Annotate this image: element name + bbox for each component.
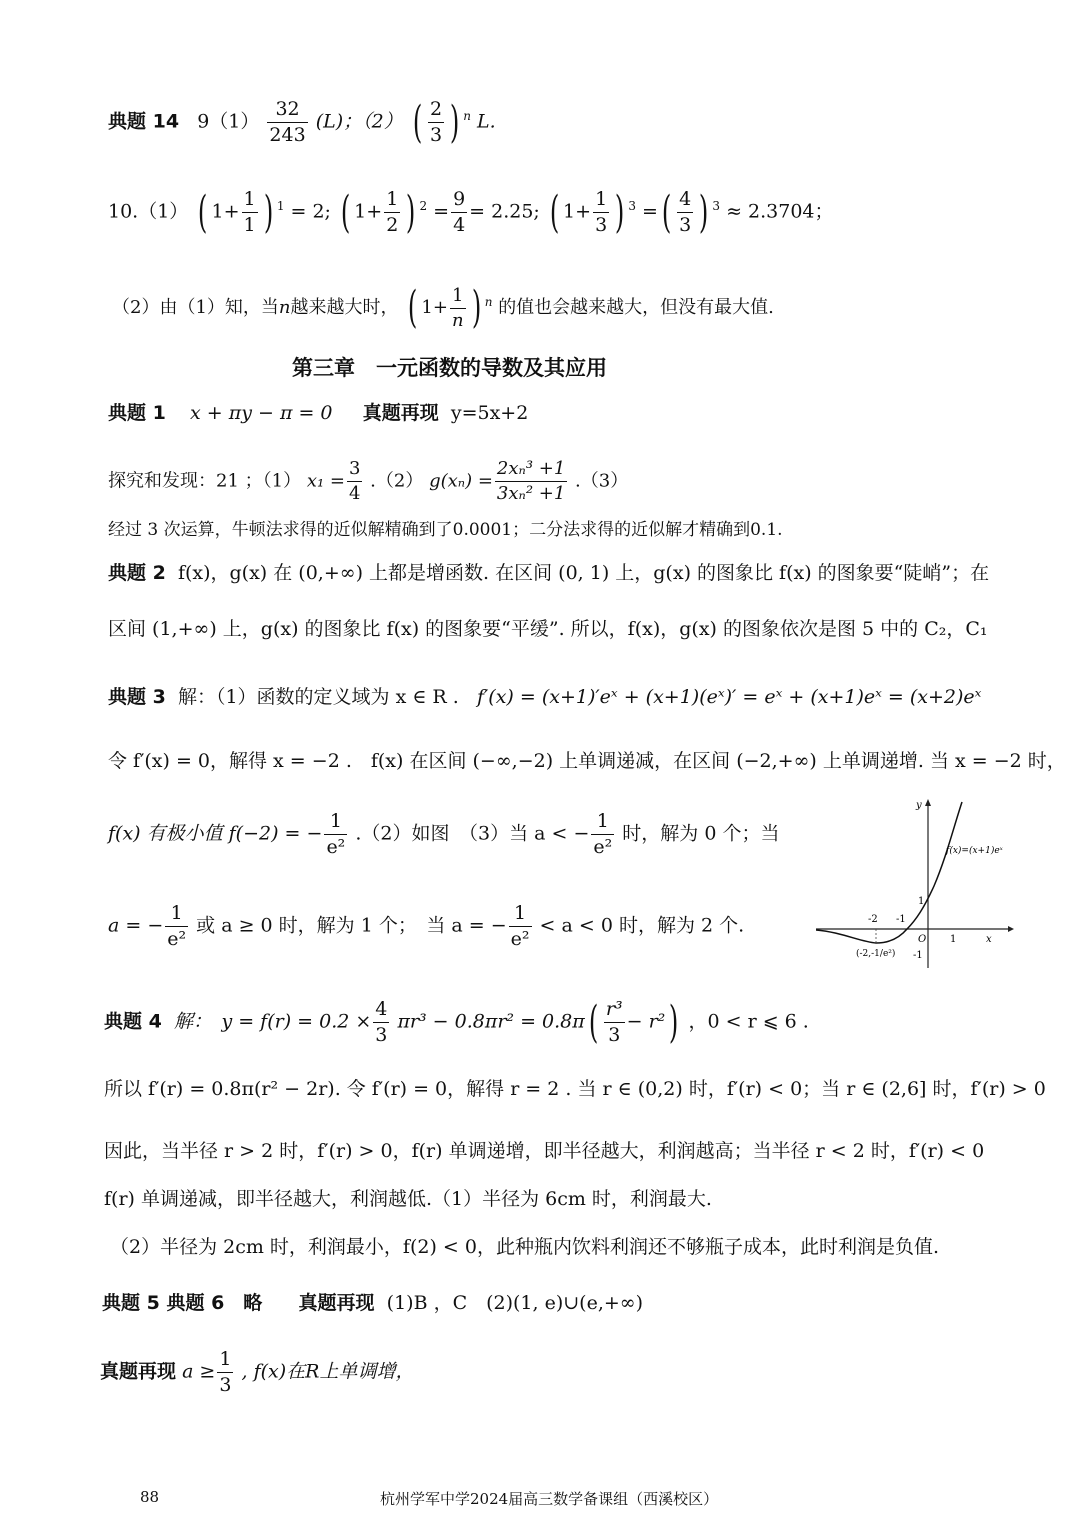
answer-3-line3: f(x) 有极小值 f(−2) = − $\frac{1}{\text{e²}}$ .（2）如图 （3）当 a < − $\frac{1}{\text{e²}}$ 时，解为 0 个；当 xyxy=(108,810,780,858)
tick-x-neg2: -2 xyxy=(868,914,878,925)
tick-x-neg1: -1 xyxy=(896,914,906,925)
footer-school: 杭州学军中学2024届高三数学备课组（西溪校区） xyxy=(380,1490,719,1508)
answer-2-line2: 区间 (1,+∞) 上，g(x) 的图象比 f(x) 的图象要“平缓”. 所以，f(x)，g(x) 的图象依次是图 5 中的 C₂，C₁ xyxy=(108,618,988,640)
answer-4-line4: f(r) 单调递减，即半径越大，利润越低.（1）半径为 6cm 时，利润最大. xyxy=(104,1188,712,1210)
origin-label: O xyxy=(918,934,927,945)
tick-y-neg1: -1 xyxy=(913,950,923,961)
answer-10-part2: （2）由（1）知，当n越来越大时， ( 1+ $\frac{1}{n}$ ) $^n$ 的值也会越来越大，但没有最大值. xyxy=(112,282,774,333)
newton-note: 经过 3 次运算，牛顿法求得的近似解精确到了0.0001；二分法求得的近似解才精确到0.1. xyxy=(108,520,783,540)
answer-10-part1: 10.（1） ( 1+ $\frac{1}{1}$ ) $^1$ = 2; ( 1+ $\frac{1}{2}$ ) $^2$ = $\frac{9}{4}$ = 2.25; ( 1+ $\frac{1}{3}$ ) $^3$ =( $\frac{4}{3}$ ) $^3$ ≈ 2.3704； xyxy=(108,186,834,238)
answer-3-line1: 典题 3 解：（1）函数的定义域为 x ∈ R . f′(x) = (x+1)′eˣ + (x+1)(eˣ)′ = eˣ + (x+1)eˣ = (x+2)eˣ xyxy=(108,686,982,708)
answer-4-line1: 典题 4 解： y = f(r) = 0.2 × $\frac{4}{3}$ πr³ − 0.8πr² = 0.8π( $\frac{\text{r³}}{3}$ − r²) ，0 < r ⩽ 6 . xyxy=(104,996,809,1048)
answer-3-line2: 令 f′(x) = 0，解得 x = −2 . f(x) 在区间 (−∞,−2) 上单调递减，在区间 (−2,+∞) 上单调递增. 当 x = −2 时， xyxy=(108,750,1066,772)
chapter-title: 第三章 一元函数的导数及其应用 xyxy=(292,356,607,380)
answer-4-line5: （2）半径为 2cm 时，利润最小，f(2) < 0，此种瓶内饮料利润还不够瓶子成本，此时利润是负值. xyxy=(110,1236,939,1258)
answer-5-6: 典题 5 典题 6 略 真题再现 (1)B ，C (2)(1, e)∪(e,+∞) xyxy=(102,1292,644,1314)
x-axis-label: x xyxy=(986,934,992,945)
answer-3-line4: a = − $\frac{1}{\text{e²}}$ 或 a ≥ 0 时，解为 1 个； 当 a = − $\frac{1}{\text{e²}}$ < a < 0 时，解为 2 个. xyxy=(108,902,745,950)
x-axis-arrow xyxy=(1008,926,1014,932)
function-graph xyxy=(816,796,1016,971)
page-number: 88 xyxy=(140,1488,160,1506)
fraction: $\frac{32}{243}$ xyxy=(269,98,306,146)
tick-x-1: 1 xyxy=(950,934,957,945)
y-axis-arrow xyxy=(925,799,931,806)
function-curve xyxy=(816,802,962,943)
answer-2-line1: 典题 2 f(x)，g(x) 在 (0,+∞) 上都是增函数. 在区间 (0, 1) 上，g(x) 的图象比 f(x) 的图象要“陡峭”；在 xyxy=(108,562,990,584)
answer-14: 典题 14 9（1） $\frac{32}{243}$ (L)；（2） ( $\frac{2}{3}$ ) $^n$ L. xyxy=(108,96,496,148)
min-point-label: (-2,-1/e²) xyxy=(856,949,896,959)
answer-1: 典题 1 x + πy − π = 0 真题再现 y=5x+2 xyxy=(108,402,529,424)
answer-4-line2: 所以 f′(r) = 0.8π(r² − 2r). 令 f′(r) = 0，解得 r = 2 . 当 r ∈ (0,2) 时，f′(r) < 0；当 r ∈ (2,6] 时，f′(r) > 0 xyxy=(104,1078,1046,1100)
function-label: f(x)=(x+1)eˣ xyxy=(946,846,1003,856)
real-exam-answer: 真题再现 a ≥ $\frac{1}{3}$ , f(x)在R上单调增， xyxy=(100,1348,415,1396)
explore-answer: 探究和发现：21 ；（1） x₁ = $\frac{3}{4}$ .（2） g(xₙ) = $\frac{\text{2xₙ³ +1}}{\text{3xₙ² +1}}$ .（3） xyxy=(108,458,629,504)
y-axis-label: y xyxy=(916,800,922,811)
answer-4-line3: 因此，当半径 r > 2 时，f′(r) > 0，f(r) 单调递增，即半径越大，利润越高；当半径 r < 2 时，f′(r) < 0 xyxy=(104,1140,985,1162)
tick-y-1: 1 xyxy=(918,896,925,907)
